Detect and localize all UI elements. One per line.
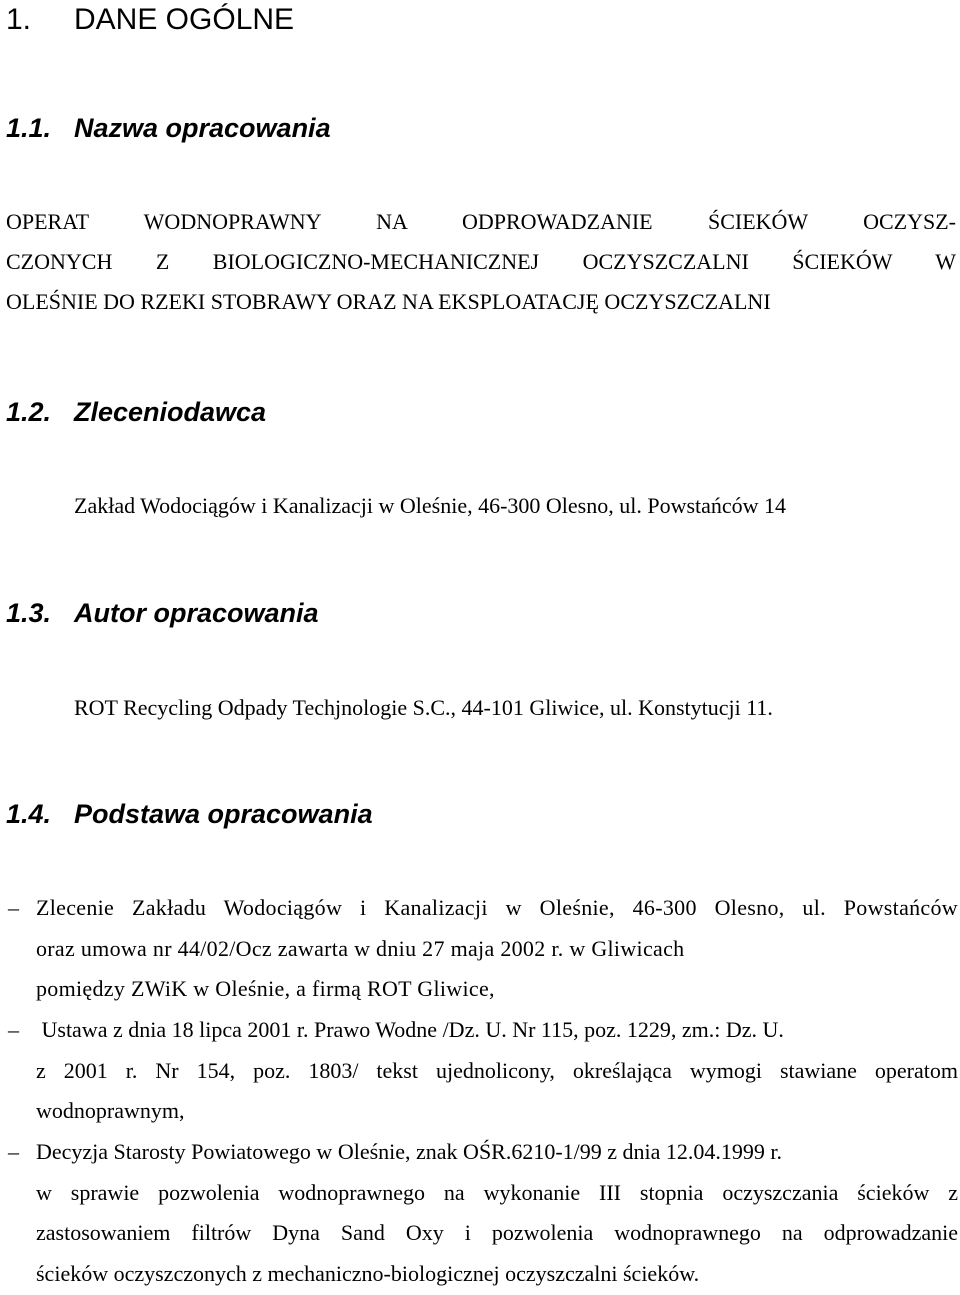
subsection-number: 1.2.: [6, 397, 52, 427]
subsection-heading-1-3: [6, 597, 319, 629]
list-bullet: –: [8, 1139, 19, 1164]
list-item-line: Zlecenie Zakładu Wodociągów i Kanalizacji w Oleśnie, 46-300 Olesno, ul. Powstańców: [36, 895, 958, 920]
section-title: DANE OGÓLNE: [74, 3, 295, 36]
list-bullet: –: [8, 1017, 19, 1042]
section-number: 1.: [6, 3, 32, 36]
list-item-line: wodnoprawnym,: [36, 1098, 185, 1124]
subsection-heading-1-4: [6, 798, 373, 830]
list-item-line: Decyzja Starosty Powiatowego w Oleśnie, znak OŚR.6210-1/99 z dnia 12.04.1999 r.: [36, 1139, 783, 1164]
document-title-line: OLEŚNIE DO RZEKI STOBRAWY ORAZ NA EKSPLOATACJĘ OCZYSZCZALNI: [6, 289, 771, 314]
list-item-text: [36, 1132, 958, 1295]
subsection-heading-1-2: [6, 396, 266, 428]
subsection-title: Podstawa opracowania: [74, 799, 373, 829]
subsection-number: 1.1.: [6, 113, 52, 143]
list-bullet: –: [8, 895, 19, 920]
list-item-text: [36, 888, 958, 1010]
client-paragraph: Zakład Wodociągów i Kanalizacji w Oleśnie, 46-300 Olesno, ul. Powstańców 14: [74, 493, 787, 518]
document-title-line: OPERAT WODNOPRAWNY NA ODPROWADZANIE ŚCIEKÓW OCZYSZ-: [6, 209, 956, 234]
list-item-line: w sprawie pozwolenia wodnoprawnego na wykonanie III stopnia oczyszczania ścieków z: [36, 1179, 958, 1205]
subsection-title: Nazwa opracowania: [74, 113, 331, 143]
list-item-line: Ustawa z dnia 18 lipca 2001 r. Prawo Wodne /Dz. U. Nr 115, poz. 1229, zm.: Dz. U.: [36, 1017, 784, 1042]
subsection-number: 1.3.: [6, 598, 52, 628]
list-item-line: pomiędzy ZWiK w Oleśnie, a firmą ROT Gliwice,: [36, 976, 495, 1002]
document-title: [6, 202, 956, 322]
list-item-line: zastosowaniem filtrów Dyna Sand Oxy i pozwolenia wodnoprawnego na odprowadzanie: [36, 1220, 958, 1246]
author-paragraph: ROT Recycling Odpady Techjnologie S.C., 44-101 Gliwice, ul. Konstytucji 11.: [74, 695, 773, 720]
list-item-text: [36, 1010, 958, 1132]
list-item-line: z 2001 r. Nr 154, poz. 1803/ tekst ujednolicony, określająca wymogi stawiane operatom: [36, 1057, 958, 1083]
subsection-title: Autor opracowania: [74, 598, 319, 628]
subsection-number: 1.4.: [6, 799, 52, 829]
document-title-line: CZONYCH Z BIOLOGICZNO-MECHANICZNEJ OCZYSZCZALNI ŚCIEKÓW W: [6, 249, 956, 274]
subsection-title: Zleceniodawca: [74, 397, 267, 427]
section-heading-1: [6, 2, 294, 38]
list-item-line: oraz umowa nr 44/02/Ocz zawarta w dniu 27 maja 2002 r. w Gliwicach: [36, 935, 685, 961]
subsection-heading-1-1: [6, 112, 331, 144]
list-item-line: ścieków oczyszczonych z mechaniczno-biologicznej oczyszczalni ścieków.: [36, 1261, 700, 1287]
